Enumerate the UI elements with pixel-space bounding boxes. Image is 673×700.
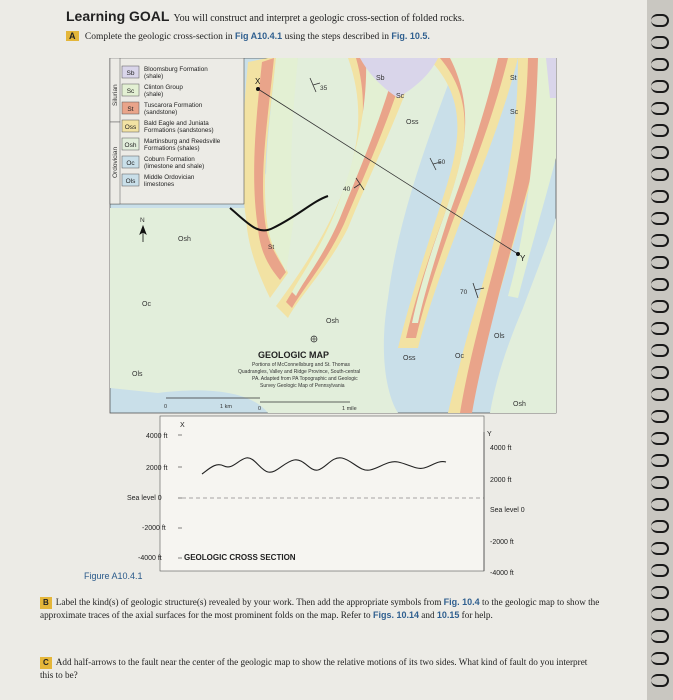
cross-section-title: GEOLOGIC CROSS SECTION: [184, 553, 296, 562]
map-point-y: Y: [520, 254, 526, 263]
right-tick-minus-4000: -4000 ft: [490, 570, 514, 577]
spiral-coil: [651, 36, 669, 49]
spiral-coil: [651, 300, 669, 313]
spiral-coil: [651, 652, 669, 665]
step-b-text-1: Label the kind(s) of geologic structure(s) revealed by your work. Then add the appropriate symbols from: [55, 597, 442, 607]
step-a-step-ref: Fig. 10.5.: [391, 31, 430, 41]
spiral-coil: [651, 586, 669, 599]
spiral-coil: [651, 102, 669, 115]
map-label-oss-mid: Oss: [406, 119, 419, 126]
map-label-osh-left: Osh: [178, 236, 191, 243]
legend-unit-code: Sb: [126, 70, 135, 77]
spiral-coil: [651, 278, 669, 291]
scale-km-zero: 0: [164, 404, 168, 410]
legend-unit-name: Bald Eagle and Juniata: [144, 120, 209, 127]
legend-unit-code: Osh: [124, 142, 137, 149]
map-label-sc-mid: Sc: [396, 93, 405, 100]
map-label-ols-right: Ols: [494, 333, 505, 340]
map-label-st-right: St: [510, 75, 517, 82]
legend-unit-desc: Formations (shales): [144, 145, 200, 152]
spiral-coil: [651, 344, 669, 357]
spiral-coil: [651, 366, 669, 379]
legend-unit-desc: (limestone and shale): [144, 163, 205, 170]
step-c-text: Add half-arrows to the fault near the center of the geologic map to show the relative motions of its two sides. What kind of fault do you interpret this to be?: [40, 657, 588, 680]
right-tick-minus-2000: -2000 ft: [490, 539, 514, 546]
map-subtitle-1: Portions of McConnellsburg and St. Thomas: [252, 362, 351, 368]
legend-unit-desc: limestones: [144, 181, 175, 188]
step-b-instruction: [40, 596, 600, 621]
left-tick-4000: 4000 ft: [146, 433, 168, 440]
map-label-st-fold: St: [268, 244, 275, 251]
step-a-text-before: Complete the geologic cross-section in: [84, 32, 233, 42]
learning-goal-text: You will construct and interpret a geologic cross-section of folded rocks.: [173, 13, 465, 24]
spiral-coil: [651, 322, 669, 335]
right-tick-4000: 4000 ft: [490, 445, 512, 452]
section-y-label: Y: [487, 431, 492, 438]
cross-section-panel: [160, 416, 484, 571]
right-tick-sea-level: Sea level 0: [490, 507, 525, 514]
legend-unit-code: St: [127, 106, 134, 113]
left-tick-2000: 2000 ft: [146, 465, 168, 472]
step-b-ref-2: Figs. 10.14: [372, 610, 419, 620]
step-a-badge: A: [66, 31, 79, 41]
spiral-coil: [651, 146, 669, 159]
legend-unit-name: Tuscarora Formation: [144, 102, 203, 109]
spiral-coil: [651, 630, 669, 643]
spiral-coil: [651, 410, 669, 423]
map-subtitle-3: PA. Adapted from PA Topographic and Geologic: [252, 376, 358, 382]
notebook-spiral: [647, 0, 673, 700]
map-subtitle-2: Quadrangles, Valley and Ridge Province, South-central: [238, 369, 361, 375]
right-tick-2000: 2000 ft: [490, 477, 512, 484]
legend-unit-desc: (shale): [144, 73, 164, 80]
map-label-osh-mid: Osh: [326, 318, 339, 325]
spiral-coil: [651, 564, 669, 577]
legend-unit-code: Oss: [124, 124, 137, 131]
step-b-ref-3: 10.15: [436, 610, 460, 620]
left-tick-minus-2000: -2000 ft: [142, 525, 166, 532]
scale-mi-zero: 0: [258, 406, 262, 412]
step-b-text-3: and: [421, 610, 435, 620]
step-a-text-mid: using the steps described in: [284, 32, 390, 42]
geologic-figure: [98, 58, 568, 578]
section-x-label: X: [180, 422, 185, 429]
legend-unit-desc: Formations (sandstones): [144, 127, 214, 134]
dip-value-50: 50: [438, 159, 446, 166]
map-label-oc-low: Oc: [455, 353, 464, 360]
spiral-coil: [651, 476, 669, 489]
spiral-coil: [651, 234, 669, 247]
dip-value-35: 35: [320, 85, 328, 92]
left-tick-sea-level: Sea level 0: [127, 495, 162, 502]
spiral-coil: [651, 14, 669, 27]
map-label-oss-low: Oss: [403, 355, 416, 362]
map-label-sb-top: Sb: [376, 75, 385, 82]
step-a-instruction: [66, 31, 430, 42]
spiral-coil: [651, 608, 669, 621]
legend-unit-desc: (sandstone): [144, 109, 178, 116]
spiral-coil: [651, 256, 669, 269]
learning-goal-title: Learning GOAL: [66, 8, 170, 24]
step-b-text-4: for help.: [461, 610, 493, 620]
spiral-coil: [651, 190, 669, 203]
spiral-coil: [651, 498, 669, 511]
spiral-coil: [651, 124, 669, 137]
map-label-osh-right: Osh: [513, 401, 526, 408]
step-b-ref-1: Fig. 10.4: [443, 597, 480, 607]
map-point-x: X: [255, 77, 261, 86]
spiral-coil: [651, 674, 669, 687]
spiral-coil: [651, 168, 669, 181]
map-subtitle-4: Survey Geologic Map of Pennsylvania: [260, 383, 345, 389]
scale-mile: 1 mile: [342, 406, 357, 412]
legend-unit-name: Middle Ordovician: [144, 174, 195, 181]
legend-unit-name: Martinsburg and Reedsville: [144, 138, 221, 145]
spiral-coil: [651, 454, 669, 467]
north-label: N: [140, 217, 145, 224]
spiral-coil: [651, 542, 669, 555]
map-label-oc-left: Oc: [142, 301, 151, 308]
legend-unit-desc: (shale): [144, 91, 164, 98]
legend-unit-code: Sc: [126, 88, 135, 95]
legend-unit-name: Coburn Formation: [144, 156, 195, 163]
step-b-badge: B: [40, 597, 52, 609]
legend-unit-code: Ols: [125, 178, 136, 185]
spiral-coil: [651, 520, 669, 533]
map-label-sc-right: Sc: [510, 109, 519, 116]
step-a-figure-ref: Fig A10.4.1: [235, 31, 283, 41]
figure-caption: Figure A10.4.1: [84, 571, 143, 581]
step-c-instruction: [40, 656, 600, 681]
legend-period-ordovician: Ordovician: [112, 146, 119, 178]
left-tick-minus-4000: -4000 ft: [138, 555, 162, 562]
spiral-coil: [651, 80, 669, 93]
legend-unit-code: Oc: [126, 160, 135, 167]
step-b-text-2: to the geologic map to show the approximate traces of the axial surfaces for the most prominent folds on the map. Refer to: [40, 597, 600, 620]
dip-value-40: 40: [343, 186, 351, 193]
spiral-coil: [651, 432, 669, 445]
legend-period-silurian: Silurian: [112, 84, 119, 106]
legend-unit-name: Clinton Group: [144, 84, 183, 91]
legend-unit-name: Bloomsburg Formation: [144, 66, 208, 73]
spiral-coil: [651, 58, 669, 71]
spiral-coil: [651, 388, 669, 401]
scale-km: 1 km: [220, 404, 232, 410]
spiral-coil: [651, 212, 669, 225]
map-title: GEOLOGIC MAP: [258, 350, 330, 360]
learning-goal-heading: [66, 8, 464, 25]
dip-value-70: 70: [460, 289, 468, 296]
map-label-ols-left: Ols: [132, 371, 143, 378]
step-c-badge: C: [40, 657, 52, 669]
